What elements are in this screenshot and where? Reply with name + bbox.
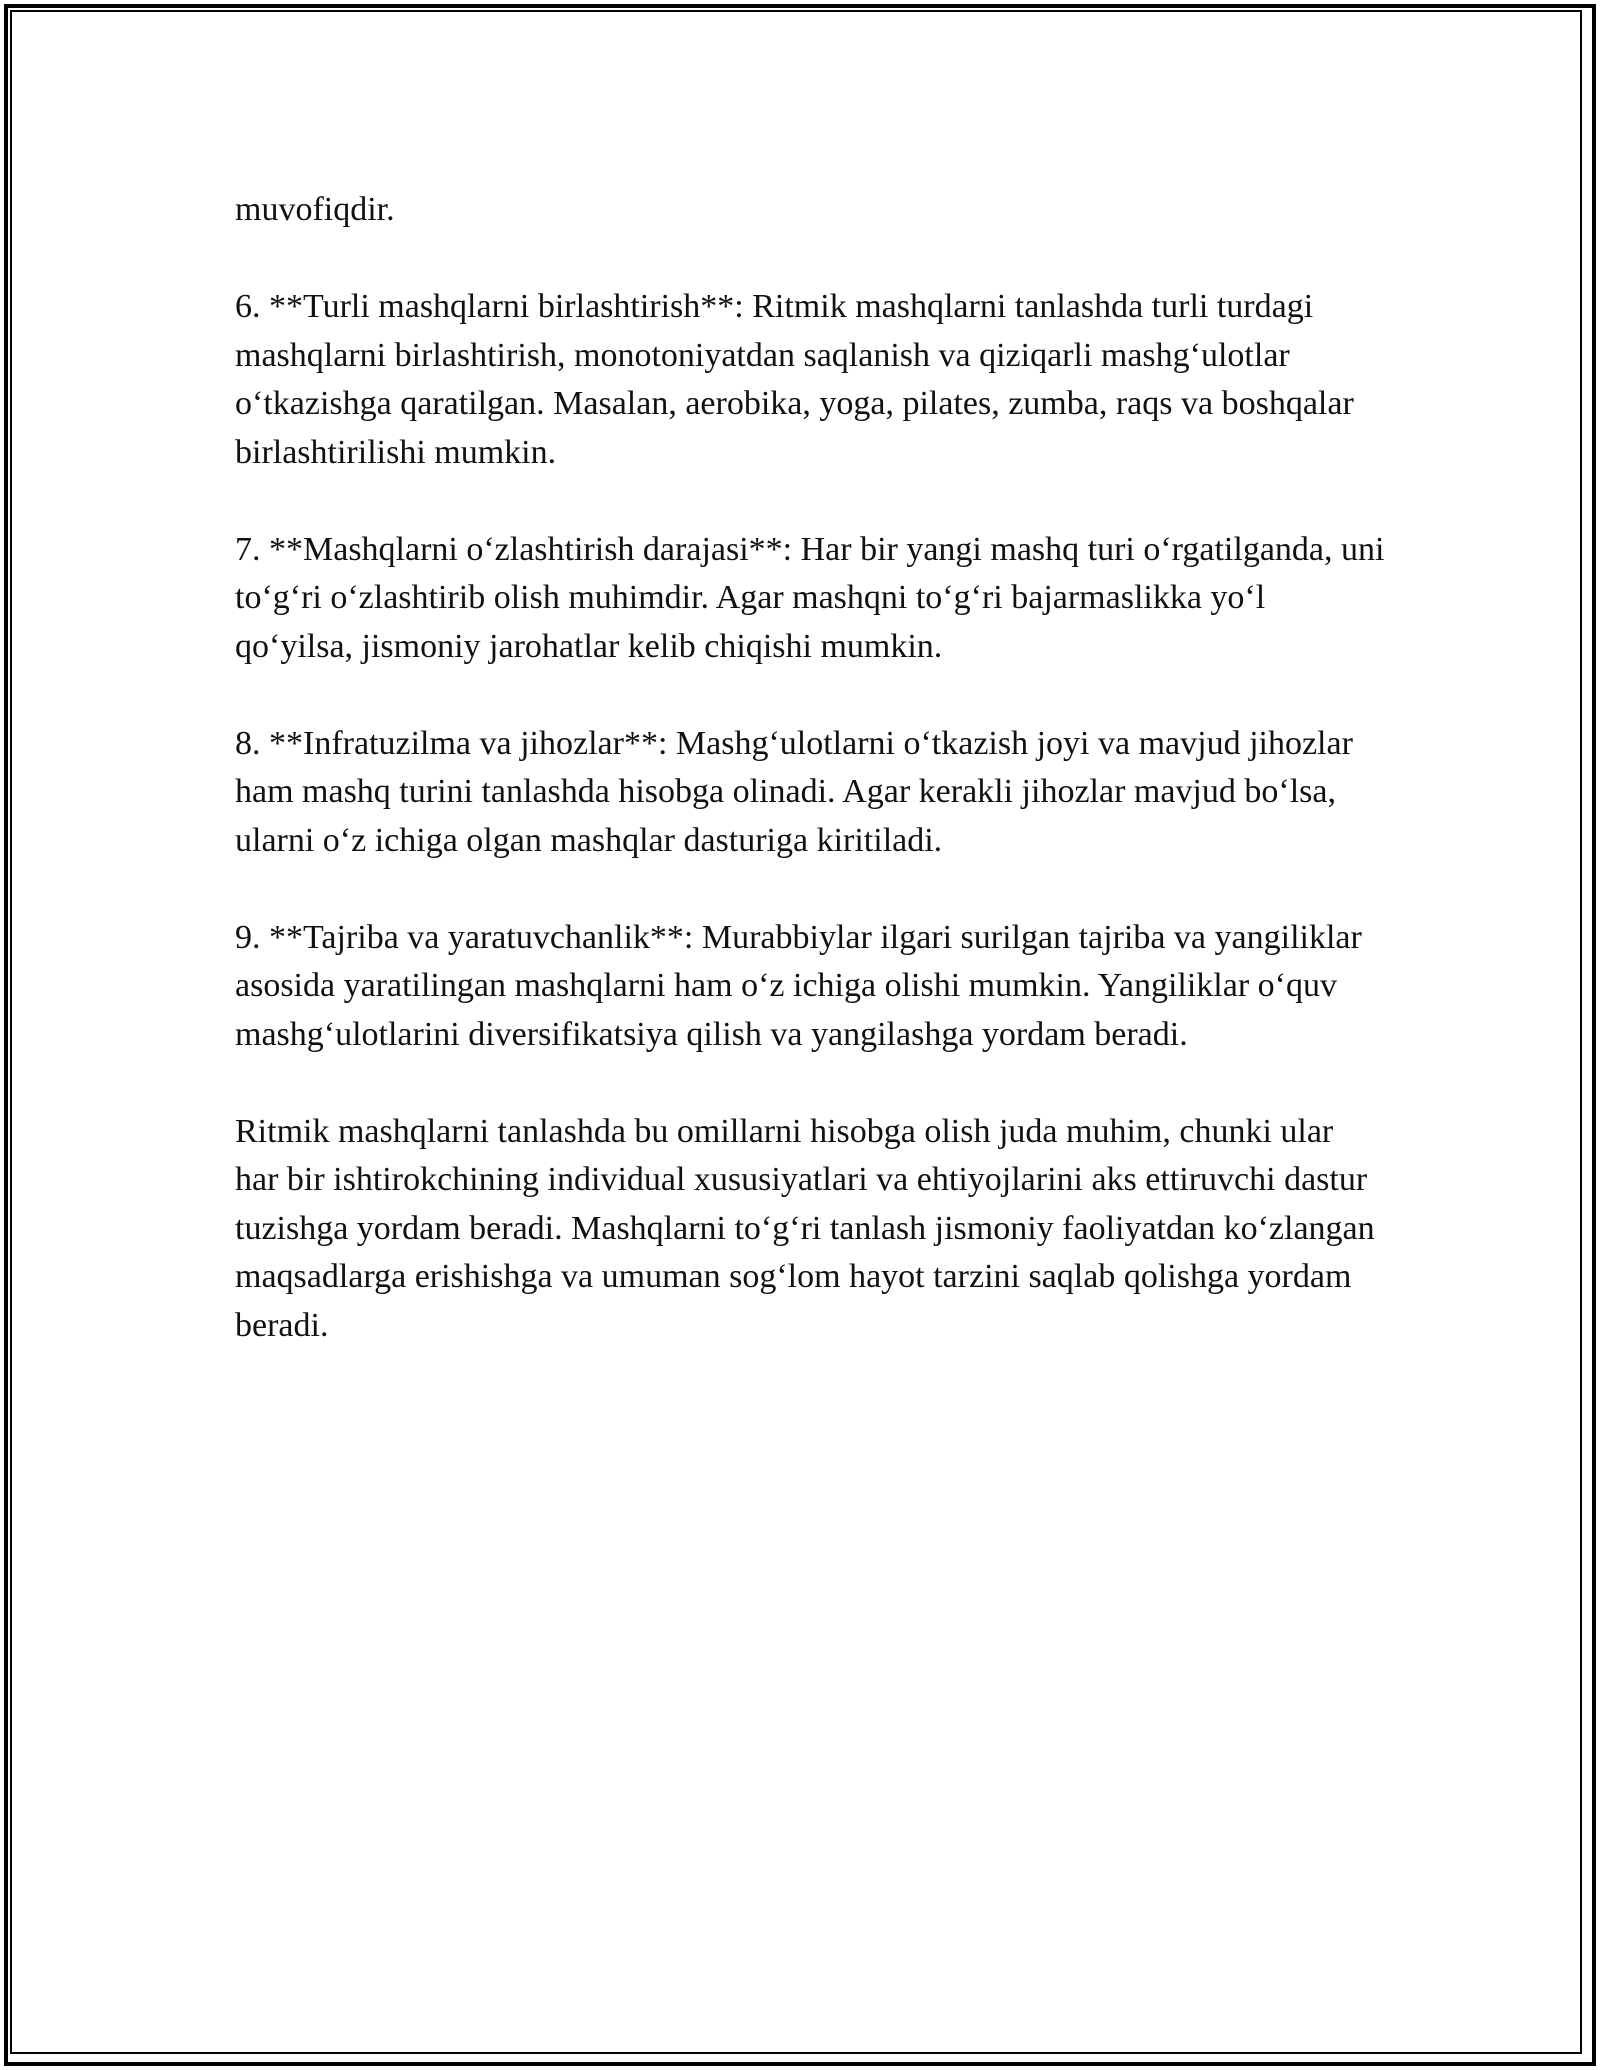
paragraph-item-6: 6. **Turli mashqlarni birlashtirish**: Ritmik mashqlarni tanlashda turli turdagi mashqlarni birlashtirish, monotoniyatdan saqlanish va qiziqarli mashg‘ulotlar o‘tkazishga qaratilgan. Masalan, aerobika, yoga, pilates, zumba, raqs va boshqalar birlashtirilishi mumkin. xyxy=(235,288,1354,471)
paragraph-item-7: 7. **Mashqlarni o‘zlashtirish darajasi**: Har bir yangi mashq turi o‘rgatilganda, uni to‘g‘ri o‘zlashtirib olish muhimdir. Agar mashqni to‘g‘ri bajarmaslikka yo‘l qo‘yilsa, jismoniy jarohatlar kelib chiqishi mumkin. xyxy=(235,530,1385,665)
paragraph-continuation: muvofiqdir. xyxy=(235,191,395,228)
paragraph-item-9: 9. **Tajriba va yaratuvchanlik**: Murabbiylar ilgari surilgan tajriba va yangiliklar asosida yaratilingan mashqlarni ham o‘z ichiga olishi mumkin. Yangiliklar o‘quv mashg‘ulotlarini diversifikatsiya qilish va yangilashga yordam beradi. xyxy=(235,918,1362,1053)
paragraph-conclusion: Ritmik mashqlarni tanlashda bu omillarni hisobga olish juda muhim, chunki ular har bir ishtirokchining individual xususiyatlari va ehtiyojlarini aks ettiruvchi dastur tuzishga yordam beradi. Mashqlarni to‘g‘ri tanlash jismoniy faoliyatdan ko‘zlangan maqsadlarga erishishga va umuman sog‘lom hayot tarzini saqlab qolishga yordam beradi. xyxy=(235,1112,1375,1344)
document-body xyxy=(235,186,1385,1399)
paragraph-item-8: 8. **Infratuzilma va jihozlar**: Mashg‘ulotlarni o‘tkazish joyi va mavjud jihozlar ham mashq turini tanlashda hisobga olinadi. Agar kerakli jihozlar mavjud bo‘lsa, ularni o‘z ichiga olgan mashqlar dasturiga kiritiladi. xyxy=(235,724,1353,859)
